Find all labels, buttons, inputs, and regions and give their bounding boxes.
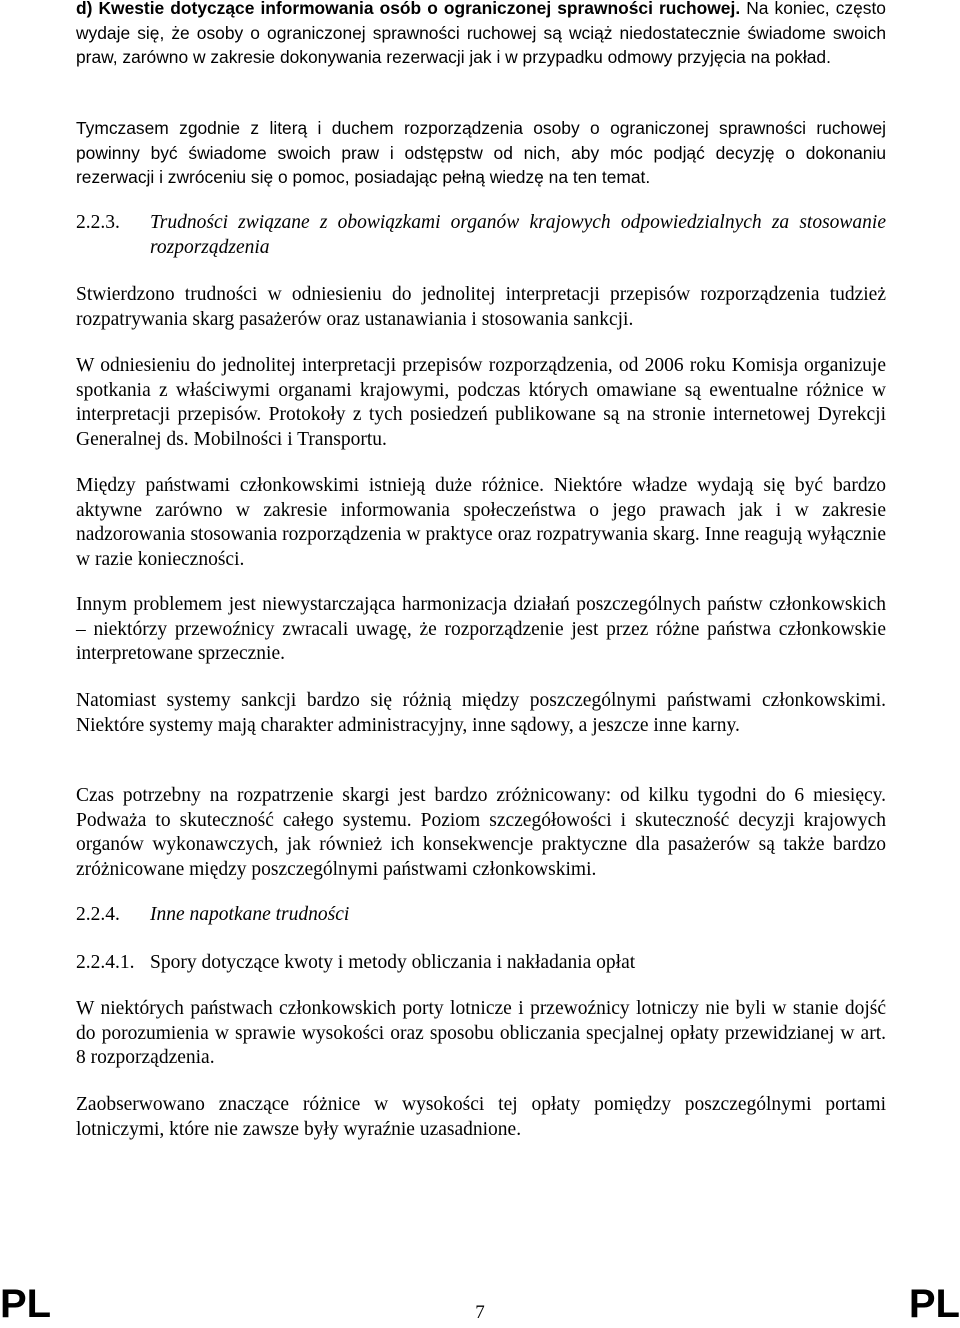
paragraph-text: Zaobserwowano znaczące różnice w wysokości tej opłaty pomiędzy poszczególnymi portami lotniczymi, które nie zawsze były wyraźnie uzasadnione. [76, 1094, 886, 1140]
paragraph-stwierdzono [76, 283, 886, 332]
paragraph-text: Tymczasem zgodnie z literą i duchem rozporządzenia osoby o ograniczonej sprawności ruchowej powinny być świadome swoich praw i odstępstw od nich, aby móc podjąć decyzję o dokonaniu rezerwacji i zwróceniu się o pomoc, posiadając pełną wiedzę na ten temat. [76, 118, 886, 188]
section-number: 2.2.4.1. [76, 952, 135, 973]
section-number: 2.2.3. [76, 212, 120, 233]
paragraph-text: Natomiast systemy sankcji bardzo się różnią między poszczególnymi państwami członkowskimi. Niektóre systemy mają charakter administracyjny, inne sądowy, a jeszcze inne karny. [76, 690, 886, 736]
intro-heading: d) Kwestie dotyczące informowania osób o ograniczonej sprawności ruchowej. [76, 0, 741, 18]
paragraph-text: Czas potrzebny na rozpatrzenie skargi jest bardzo zróżnicowany: od kilku tygodni do 6 miesięcy. Podważa to skuteczność całego systemu. Poziom szczegółowości i skuteczność decyzji krajowych organów wykonawczych, jak również ich konsekwencje praktyczne dla pasażerów są także bardzo zróżnicowane między poszczególnymi państwami członkowskimi. [76, 785, 886, 880]
page-number: 7 [475, 1302, 485, 1323]
intro-text: Na koniec, często wydaje się, że osoby o ograniczonej sprawności ruchowej są wciąż niedostatecznie świadome swoich praw, zarówno w zakresie dokonywania rezerwacji jak i w przypadku odmowy przyjęcia na pokład. [76, 0, 886, 68]
paragraph-czas [76, 784, 886, 882]
paragraph-text: Między państwami członkowskimi istnieją duże różnice. Niektóre władze wydają się być bardzo aktywne zarówno w zakresie informowania społeczeństwa o jego prawach jak i w zakresie nadzorowania stosowania rozporządzenia w praktyce oraz rozpatrywania skarg. Inne reagują wyłącznie w razie konieczności. [76, 475, 886, 570]
section-title: Spory dotyczące kwoty i metody obliczania i nakładania opłat [150, 952, 636, 973]
paragraph-harmonizacja [76, 593, 886, 667]
paragraph-text: W odniesieniu do jednolitej interpretacji przepisów rozporządzenia, od 2006 roku Komisja organizuje spotkania z właściwymi organami krajowymi, podczas których omawiane są ewentualne różnice w interpretacji przepisów. Protokoły z tych posiedzeń publikowane są na stronie internetowej Dyrekcji Generalnej ds. Mobilności i Transportu. [76, 355, 886, 450]
footer-language-left: PL [0, 1282, 52, 1326]
section-heading-2-2-4 [76, 903, 886, 928]
paragraph-zaobserwowano [76, 1093, 886, 1142]
section-number: 2.2.4. [76, 904, 120, 925]
paragraph-interpretacja [76, 354, 886, 452]
section-heading-2-2-4-1 [76, 951, 886, 976]
section-title: Inne napotkane trudności [150, 904, 350, 925]
footer-language-right: PL [908, 1282, 960, 1326]
paragraph-text: Innym problemem jest niewystarczająca harmonizacja działań poszczególnych państw członkowskich – niektórzy przewoźnicy zwracali uwagę, że rozporządzenie jest przez różne państwa członkowskie interpretowane sprzecznie. [76, 594, 886, 665]
paragraph-tymczasem [76, 116, 886, 190]
paragraph-roznice [76, 474, 886, 572]
section-heading-2-2-3 [76, 211, 886, 260]
paragraph-sankcje [76, 689, 886, 738]
paragraph-text: W niektórych państwach członkowskich porty lotnicze i przewoźnicy lotniczy nie byli w stanie dojść do porozumienia w sprawie wysokości oraz sposobu obliczania specjalnej opłaty przewidzianej w art. 8 rozporządzenia. [76, 998, 886, 1069]
intro-paragraph [76, 0, 886, 70]
section-title: Trudności związane z obowiązkami organów krajowych odpowiedzialnych za stosowanie rozporządzenia [150, 212, 886, 258]
paragraph-spory [76, 997, 886, 1071]
paragraph-text: Stwierdzono trudności w odniesieniu do jednolitej interpretacji przepisów rozporządzenia tudzież rozpatrywania skarg pasażerów oraz ustanawiania i stosowania sankcji. [76, 284, 886, 330]
